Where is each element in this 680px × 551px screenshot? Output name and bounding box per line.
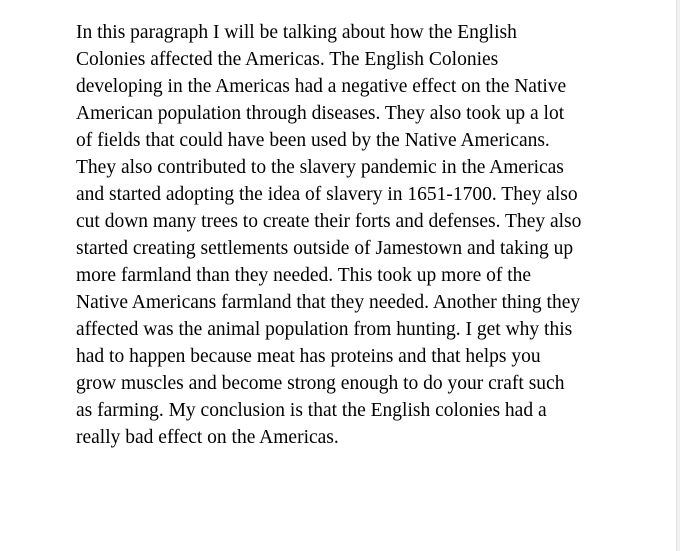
paragraph-line: Colonies affected the Americas. The English Colonies xyxy=(76,49,499,70)
paragraph-line: really bad effect on the Americas. xyxy=(76,427,339,448)
page-edge-scrollbar[interactable] xyxy=(676,0,680,551)
paragraph-line: affected was the animal population from hunting. I get why this xyxy=(76,319,573,340)
paragraph-line: had to happen because meat has proteins and that helps you xyxy=(76,346,541,367)
paragraph-line: of fields that could have been used by the Native Americans. xyxy=(76,130,550,151)
paragraph-line: In this paragraph I will be talking about how the English xyxy=(76,22,517,43)
paragraph-line: Native Americans farmland that they needed. Another thing they xyxy=(76,292,581,313)
paragraph-line: cut down many trees to create their forts and defenses. They also xyxy=(76,211,582,232)
paragraph-line: They also contributed to the slavery pandemic in the Americas xyxy=(76,157,564,178)
paragraph-line: grow muscles and become strong enough to do your craft such xyxy=(76,373,565,394)
document-paragraph[interactable] xyxy=(76,19,636,451)
paragraph-line: as farming. My conclusion is that the English colonies had a xyxy=(76,400,547,421)
paragraph-line: developing in the Americas had a negative effect on the Native xyxy=(76,76,567,97)
paragraph-line: more farmland than they needed. This took up more of the xyxy=(76,265,532,286)
paragraph-line: started creating settlements outside of Jamestown and taking up xyxy=(76,238,574,259)
paragraph-line: and started adopting the idea of slavery in 1651-1700. They also xyxy=(76,184,578,205)
paragraph-line: American population through diseases. They also took up a lot xyxy=(76,103,565,124)
